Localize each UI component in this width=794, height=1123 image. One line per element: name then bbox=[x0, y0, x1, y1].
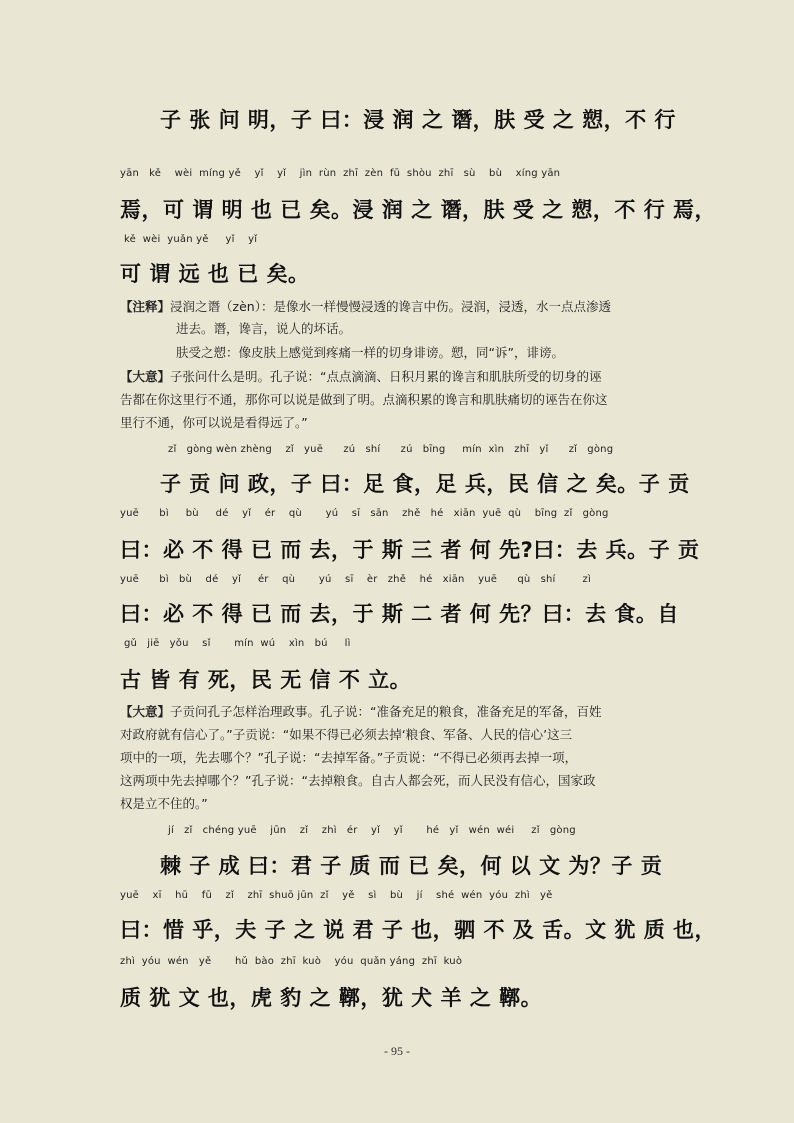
verse-line: 焉，可 谓 明 也 已 矣。浸 润 之 谮，肤 受 之 愬，不 行 焉， bbox=[120, 198, 717, 222]
verse-line: 曰：必 不 得 已 而 去，于 斯 三 者 何 先?曰：去 兵。子 贡 bbox=[120, 538, 700, 562]
annotation-text: 浸润之谮（zèn）：是像水一样慢慢浸透的谗言中伤。浸润，浸透，水一点点渗透 bbox=[170, 299, 611, 314]
meaning-block bbox=[120, 366, 602, 388]
verse-line: 子 张 问 明，子 曰：浸 润 之 谮，肤 受 之 愬，不 行 bbox=[160, 108, 676, 132]
annotation-text: 进去。谮，谗言，说人的坏话。 bbox=[176, 321, 352, 336]
annotation-text: 肤受之愬：像皮肤上感觉到疼痛一样的切身诽谤。愬，同“诉”，诽谤。 bbox=[176, 345, 564, 360]
pinyin-line: gǔ jiē yǒu sǐ mín wú xìn bú lì bbox=[124, 638, 351, 649]
page-number: - 95 - bbox=[384, 1044, 410, 1058]
verse-line: 质 犹 文 也，虎 豹 之 鞹，犹 犬 羊 之 鞹。 bbox=[120, 986, 543, 1010]
pinyin-line: kě wèi yuǎn yě yǐ yǐ bbox=[124, 234, 258, 245]
meaning-text: 项中的一项，先去哪个？”孔子说：“去掉军备。”子贡说：“不得已必须再去掉一项， bbox=[120, 750, 578, 765]
meaning-text: 权是立不住的。” bbox=[120, 796, 208, 811]
meaning-text: 子张问什么是明。孔子说：“点点滴滴、日积月累的谗言和肌肤所受的切身的诬 bbox=[170, 369, 602, 384]
verse-line: 棘 子 成 曰：君 子 质 而 已 矣，何 以 文 为？子 贡 bbox=[160, 854, 663, 878]
verse-line: 子 贡 问 政，子 曰：足 食，足 兵，民 信 之 矣。子 贡 bbox=[160, 472, 690, 496]
pinyin-line: yān kě wèi míng yě yǐ yǐ jìn rùn zhī zèn fū shòu zhī sù bù xíng yān bbox=[120, 168, 561, 179]
annotation-block bbox=[120, 296, 611, 318]
annotation-label: 【注释】 bbox=[120, 299, 171, 314]
meaning-text: 这两项中先去掉哪个？”孔子说：“去掉粮食。自古人都会死，而人民没有信心，国家政 bbox=[120, 773, 596, 788]
meaning-text: 告都在你这里行不通，那你可以说是做到了明。点滴积累的谗言和肌肤痛切的诬告在你这 bbox=[120, 392, 608, 407]
meaning-label: 【大意】 bbox=[120, 369, 171, 384]
meaning-text: 对政府就有信心了。”子贡说：“如果不得已必须去掉‘粮食、军备、人民的信心’这三 bbox=[120, 727, 573, 742]
pinyin-line: zhì yóu wén yě hǔ bào zhī kuò yóu quǎn yáng zhī kuò bbox=[120, 956, 463, 967]
verse-line: 可 谓 远 也 已 矣。 bbox=[120, 262, 310, 286]
verse-line: 古 皆 有 死，民 无 信 不 立。 bbox=[120, 668, 412, 692]
meaning-label: 【大意】 bbox=[120, 704, 171, 719]
pinyin-line: jí zǐ chéng yuē jūn zǐ zhì ér yǐ yǐ hé yǐ wén wéi zǐ gòng bbox=[168, 825, 576, 836]
pinyin-line: zǐ gòng wèn zhèng zǐ yuē zú shí zú bīng mín xìn zhī yǐ zǐ gòng bbox=[168, 444, 614, 455]
meaning-text: 子贡问孔子怎样治理政事。孔子说：“准备充足的粮食，准备充足的军备，百姓 bbox=[170, 704, 602, 719]
pinyin-line: yuē xī hū fū zǐ zhī shuō jūn zǐ yě sì bù jí shé wén yóu zhì yě bbox=[120, 890, 553, 901]
pinyin-line: yuē bì bù dé yǐ ér qù yú sī sān zhě hé xiān yuē qù bīng zǐ gòng bbox=[120, 508, 609, 519]
verse-line: 曰：必 不 得 已 而 去，于 斯 二 者 何 先？曰：去 食。自 bbox=[120, 602, 679, 626]
meaning-block bbox=[120, 701, 602, 723]
pinyin-line: yuē bì bù dé yǐ ér qù yú sī èr zhě hé xiān yuē qù shí zì bbox=[120, 574, 591, 585]
verse-line: 曰：惜 乎，夫 子 之 说 君 子 也，驷 不 及 舌。文 犹 质 也， bbox=[120, 918, 717, 942]
meaning-text: 里行不通，你可以说是看得远了。” bbox=[120, 415, 308, 430]
